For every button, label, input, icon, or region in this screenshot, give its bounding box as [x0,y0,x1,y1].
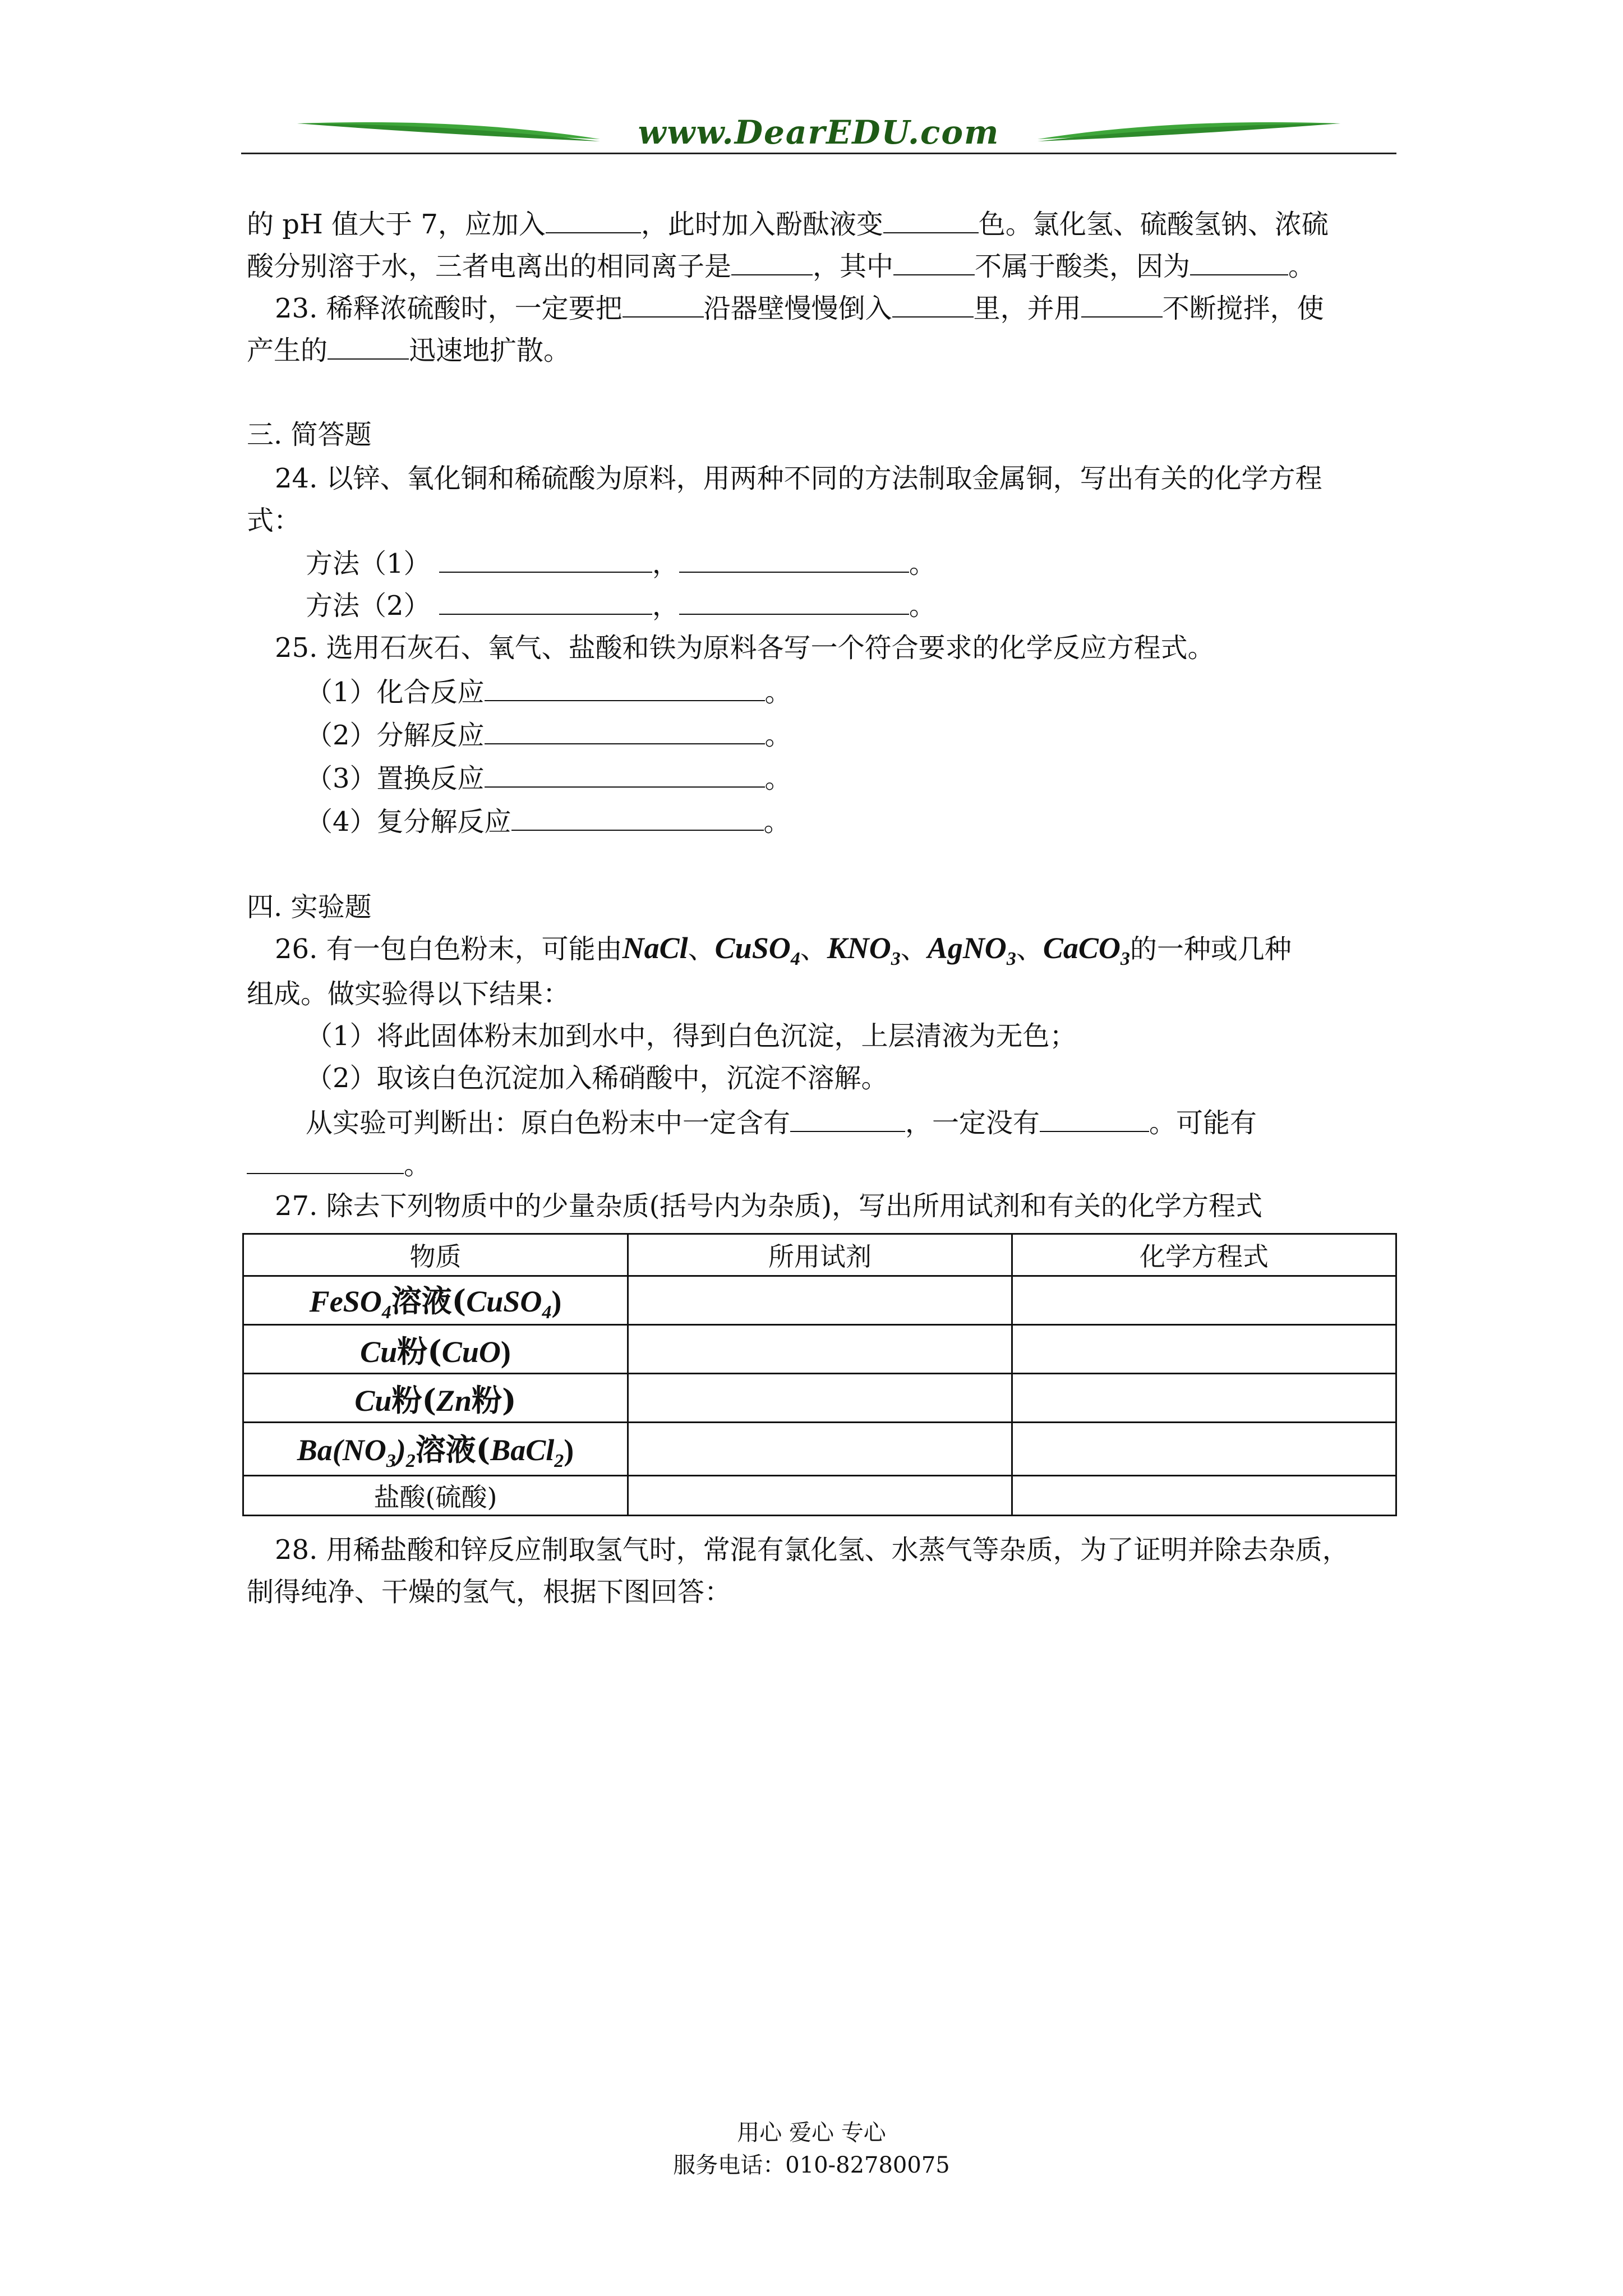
reagent-input-cell[interactable] [628,1423,1012,1476]
header-divider [241,153,1396,154]
item-label: （1）化合反应 [306,677,485,708]
cn-text: 粉) [472,1382,517,1418]
substance-cell [243,1374,628,1423]
substance-cell [243,1325,628,1374]
answer-blank [1040,1105,1149,1132]
q23-text: 产生的 [247,335,328,366]
q22-text: ，此时加入酚酞液变 [640,209,883,240]
table-row [243,1325,1396,1374]
q24-line-2: 式： [247,505,301,536]
substance-cell [243,1276,628,1325]
formula-subscript: 3 [1006,948,1016,969]
reagent-input-cell[interactable] [628,1374,1012,1423]
q26-line-5 [306,1105,1257,1140]
answer-blank [439,588,652,615]
equation-input-cell[interactable] [1012,1374,1396,1423]
answer-blank [892,291,974,318]
formula-main: Cu [354,1383,392,1418]
punct: ， [652,590,679,622]
formula-subscript: 4 [790,948,800,969]
item-label: （3）置换反应 [306,763,485,794]
reagent-input-cell[interactable] [628,1325,1012,1374]
q25-item-1 [306,674,792,709]
cn-text: ) [500,1335,511,1369]
q24-method-1 [306,546,936,581]
table-row [243,1423,1396,1476]
q25-item-2 [306,717,792,752]
answer-blank [439,546,652,573]
q22-text: 。 [1288,251,1316,282]
answer-blank [511,804,764,831]
section-3-heading: 三. 简答题 [247,419,372,450]
q22-text: 的 pH 值大于 7，应加入 [247,209,546,240]
q23-line-2 [247,333,570,367]
q26-line-6 [247,1147,431,1182]
q23-text: 沿器壁慢慢倒入 [703,293,892,324]
q22-text: 色。氯化氢、硫酸氢钠、浓硫 [978,209,1329,240]
equation-input-cell[interactable] [1012,1476,1396,1516]
item-label: （2）分解反应 [306,720,485,751]
formula-main: KNO [827,931,891,965]
formula-main: CuO [441,1335,501,1369]
q24-method-2 [306,588,936,623]
answer-blank [485,761,765,788]
punct: 。 [764,720,792,751]
formula-main: FeSO [309,1285,382,1319]
col-header-equation: 化学方程式 [1012,1234,1396,1276]
q25-item-4 [306,804,791,839]
punct: 。 [763,806,791,838]
table-row [243,1276,1396,1325]
formula-subscript: 3 [891,948,901,969]
substance-cell [243,1423,628,1476]
separator: 、 [1016,933,1043,965]
punct: 。 [909,590,936,622]
q22-text: 酸分别溶于水，三者电离出的相同离子是 [247,251,732,282]
formula-cuso4 [714,931,800,969]
formula-main: AgNO [927,931,1007,965]
q26-text: ，一定没有 [905,1107,1040,1139]
answer-blank [893,249,975,275]
q22-line-2 [247,249,1315,283]
punct: ， [652,548,679,579]
cn-text: 溶液( [391,1283,467,1319]
formula-main: Zn [436,1383,472,1418]
punct: 。 [909,548,936,579]
table-row [243,1476,1396,1516]
impurity-table [242,1233,1397,1516]
q23-text: 迅速地扩散。 [409,335,571,366]
formula-subscript: 2 [554,1450,564,1471]
formula-agno3 [927,931,1016,969]
formula-caco3 [1043,931,1130,969]
q27-line-1: 27. 除去下列物质中的少量杂质(括号内为杂质)，写出所用试剂和有关的化学方程式 [275,1190,1263,1222]
q22-text: ，其中 [813,251,894,282]
method-label: 方法（1） [306,548,431,579]
q26-text: 。可能有 [1149,1107,1257,1139]
q25-line-1: 25. 选用石灰石、氧气、盐酸和铁为原料各写一个符合要求的化学反应方程式。 [275,632,1215,664]
equation-input-cell[interactable] [1012,1276,1396,1325]
answer-blank [1190,249,1288,275]
answer-blank [247,1147,404,1174]
q23-line-1 [275,291,1324,325]
reagent-input-cell[interactable] [628,1276,1012,1325]
footer-slogan: 用心 爱心 专心 [737,2120,886,2146]
answer-blank [1081,291,1163,318]
formula-main: Cu [360,1335,398,1369]
q23-text: 不断搅拌，使 [1162,293,1324,324]
reagent-input-cell[interactable] [628,1476,1012,1516]
cn-text: ) [551,1285,562,1319]
answer-blank [485,717,765,744]
answer-blank [623,291,704,318]
q22-line-1 [247,206,1329,241]
answer-blank [485,674,765,701]
formula-main: ) [395,1433,406,1467]
formula-subscript: 4 [381,1301,391,1323]
q26-result-2: （2）取该白色沉淀加入稀硝酸中，沉淀不溶解。 [306,1062,888,1094]
answer-blank [790,1105,905,1132]
method-label: 方法（2） [306,590,431,622]
formula-kno3 [827,931,901,969]
formula-main: Ba(NO [297,1433,386,1467]
item-label: （4）复分解反应 [306,806,511,838]
q26-text: 26. 有一包白色粉末，可能由 [275,933,623,965]
separator: 、 [900,933,928,965]
q23-text: 23. 稀释浓硫酸时，一定要把 [275,293,623,324]
formula-subscript: 4 [542,1301,552,1323]
punct: 。 [764,677,792,708]
formula-main: BaCl [490,1433,555,1467]
q26-text: 从实验可判断出：原白色粉末中一定含有 [306,1107,791,1139]
cn-text: 溶液( [415,1432,491,1468]
separator: 、 [688,933,715,965]
table-header-row [243,1234,1396,1276]
answer-blank [679,546,909,573]
q22-text: 不属于酸类，因为 [975,251,1191,282]
cn-text: 粉( [397,1333,442,1369]
separator: 、 [800,933,827,965]
q26-line-1 [275,931,1292,976]
answer-blank [328,333,409,360]
answer-blank [546,206,641,233]
formula-subscript: 3 [386,1450,396,1471]
col-header-substance: 物质 [243,1234,628,1276]
table-row [243,1374,1396,1423]
q26-text: 的一种或几种 [1129,933,1292,965]
answer-blank [883,206,979,233]
q23-text: 里，并用 [973,293,1081,324]
q28-line-2: 制得纯净、干燥的氢气，根据下图回答： [247,1576,732,1608]
substance-cell: 盐酸(硫酸) [243,1476,628,1516]
punct: 。 [764,763,792,794]
formula-main: CaCO [1043,931,1121,965]
punct: 。 [404,1149,431,1181]
formula-subscript: 3 [1120,948,1130,969]
answer-blank [679,588,909,615]
equation-input-cell[interactable] [1012,1423,1396,1476]
q28-line-1: 28. 用稀盐酸和锌反应制取氢气时，常混有氯化氢、水蒸气等杂质，为了证明并除去杂质， [275,1534,1349,1566]
cn-text: ) [564,1433,574,1467]
site-logo [241,112,1396,157]
col-header-reagent: 所用试剂 [628,1234,1012,1276]
q25-item-3 [306,761,792,795]
answer-blank [731,249,813,275]
q24-line-1: 24. 以锌、氧化铜和稀硫酸为原料，用两种不同的方法制取金属铜，写出有关的化学方程 [275,463,1322,494]
footer-phone: 服务电话：010-82780075 [673,2152,950,2178]
equation-input-cell[interactable] [1012,1325,1396,1374]
q26-line-2: 组成。做实验得以下结果： [247,978,570,1010]
formula-main: CuSO [714,931,791,965]
cn-text: 粉( [391,1382,437,1418]
formula-subscript: 2 [405,1450,416,1471]
q26-result-1: （1）将此固体粉末加到水中，得到白色沉淀，上层清液为无色； [306,1020,1077,1052]
logo-text: www.DearEDU.com [638,113,1000,151]
section-4-heading: 四. 实验题 [247,891,372,923]
formula-nacl: NaCl [622,931,688,965]
formula-main: CuSO [466,1285,542,1319]
